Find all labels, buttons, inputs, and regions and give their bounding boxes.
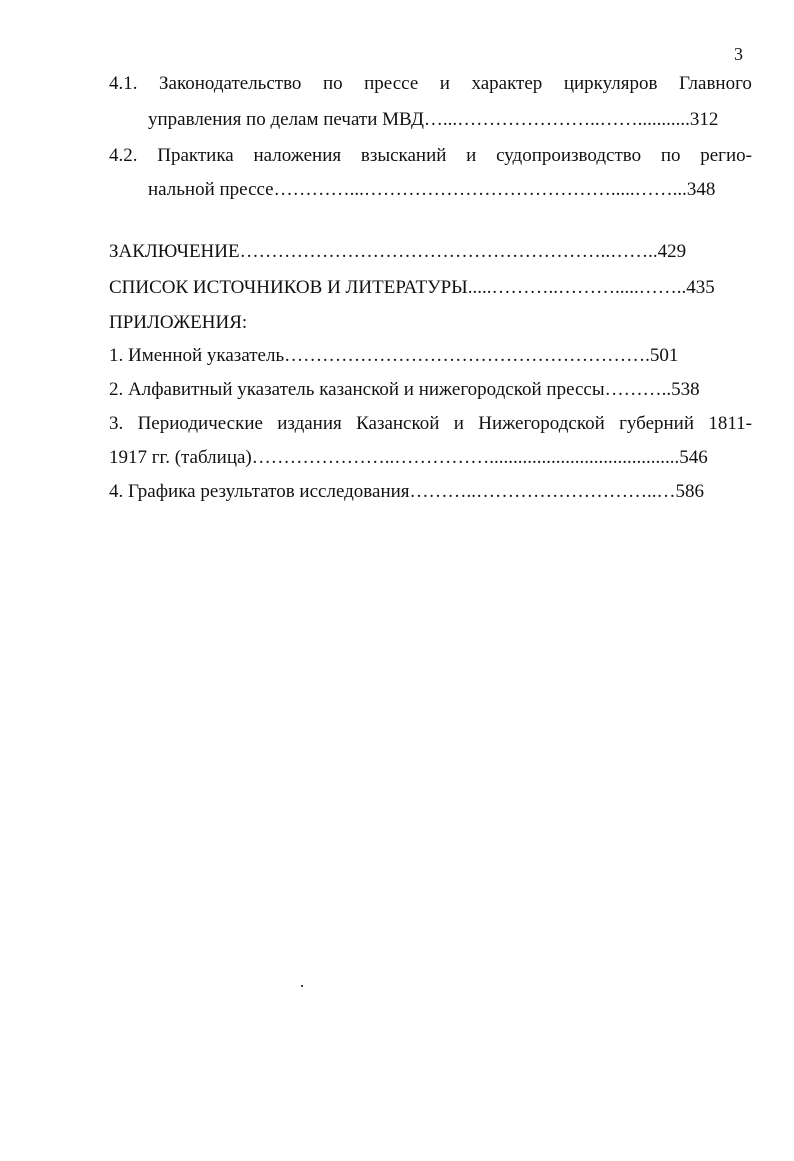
toc-appendix-1: 1. Именной указатель………………………………………………….501	[109, 345, 679, 366]
toc-word: по	[660, 145, 681, 166]
toc-appendix-3-line2: 1917 гг. (таблица)…………………..……………........................................546	[109, 447, 708, 468]
page-number: 3	[734, 44, 743, 64]
toc-word: и	[466, 145, 477, 166]
toc-word: 4.2.	[109, 145, 138, 166]
toc-appendices-heading: ПРИЛОЖЕНИЯ:	[109, 312, 248, 333]
toc-word: 3.	[109, 413, 124, 434]
toc-word: 1811-	[708, 413, 752, 434]
toc-word: 4.1.	[109, 73, 138, 94]
toc-word: и	[439, 73, 450, 94]
toc-word: по	[322, 73, 343, 94]
toc-word: регио-	[700, 145, 752, 166]
toc-sources: СПИСОК ИСТОЧНИКОВ И ЛИТЕРАТУРЫ.....………..……….....……..435	[109, 277, 715, 298]
toc-word: издания	[277, 413, 342, 434]
toc-entry-4-2-line2: нальной прессе…………...………………………………….....……...348	[148, 179, 716, 200]
toc-conclusion: ЗАКЛЮЧЕНИЕ…………………………………………………..……..429	[109, 241, 687, 262]
toc-word: Периодические	[137, 413, 263, 434]
toc-appendix-3-line1	[109, 414, 752, 433]
toc-entry-4-1-line2: управления по делам печати МВД…...…………………..……...........312	[148, 109, 719, 130]
scan-dot	[301, 985, 303, 987]
toc-word: Нижегородской	[478, 413, 605, 434]
toc-entry-4-2-line1	[109, 146, 752, 165]
toc-word: Практика	[157, 145, 234, 166]
toc-word: взысканий	[360, 145, 447, 166]
toc-entry-4-1-line1	[109, 74, 752, 93]
toc-appendix-4: 4. Графика результатов исследования………..………………………..…586	[109, 481, 705, 502]
toc-word: губерний	[619, 413, 695, 434]
toc-word: Главного	[678, 73, 752, 94]
toc-word: Законодательство	[159, 73, 302, 94]
toc-word: и	[453, 413, 464, 434]
toc-appendix-2: 2. Алфавитный указатель казанской и нижегородской прессы………..538	[109, 379, 700, 400]
toc-word: Казанской	[356, 413, 440, 434]
toc-word: судопроизводство	[496, 145, 642, 166]
toc-word: характер	[471, 73, 543, 94]
toc-word: прессе	[364, 73, 419, 94]
toc-word: наложения	[253, 145, 342, 166]
toc-word: циркуляров	[563, 73, 658, 94]
